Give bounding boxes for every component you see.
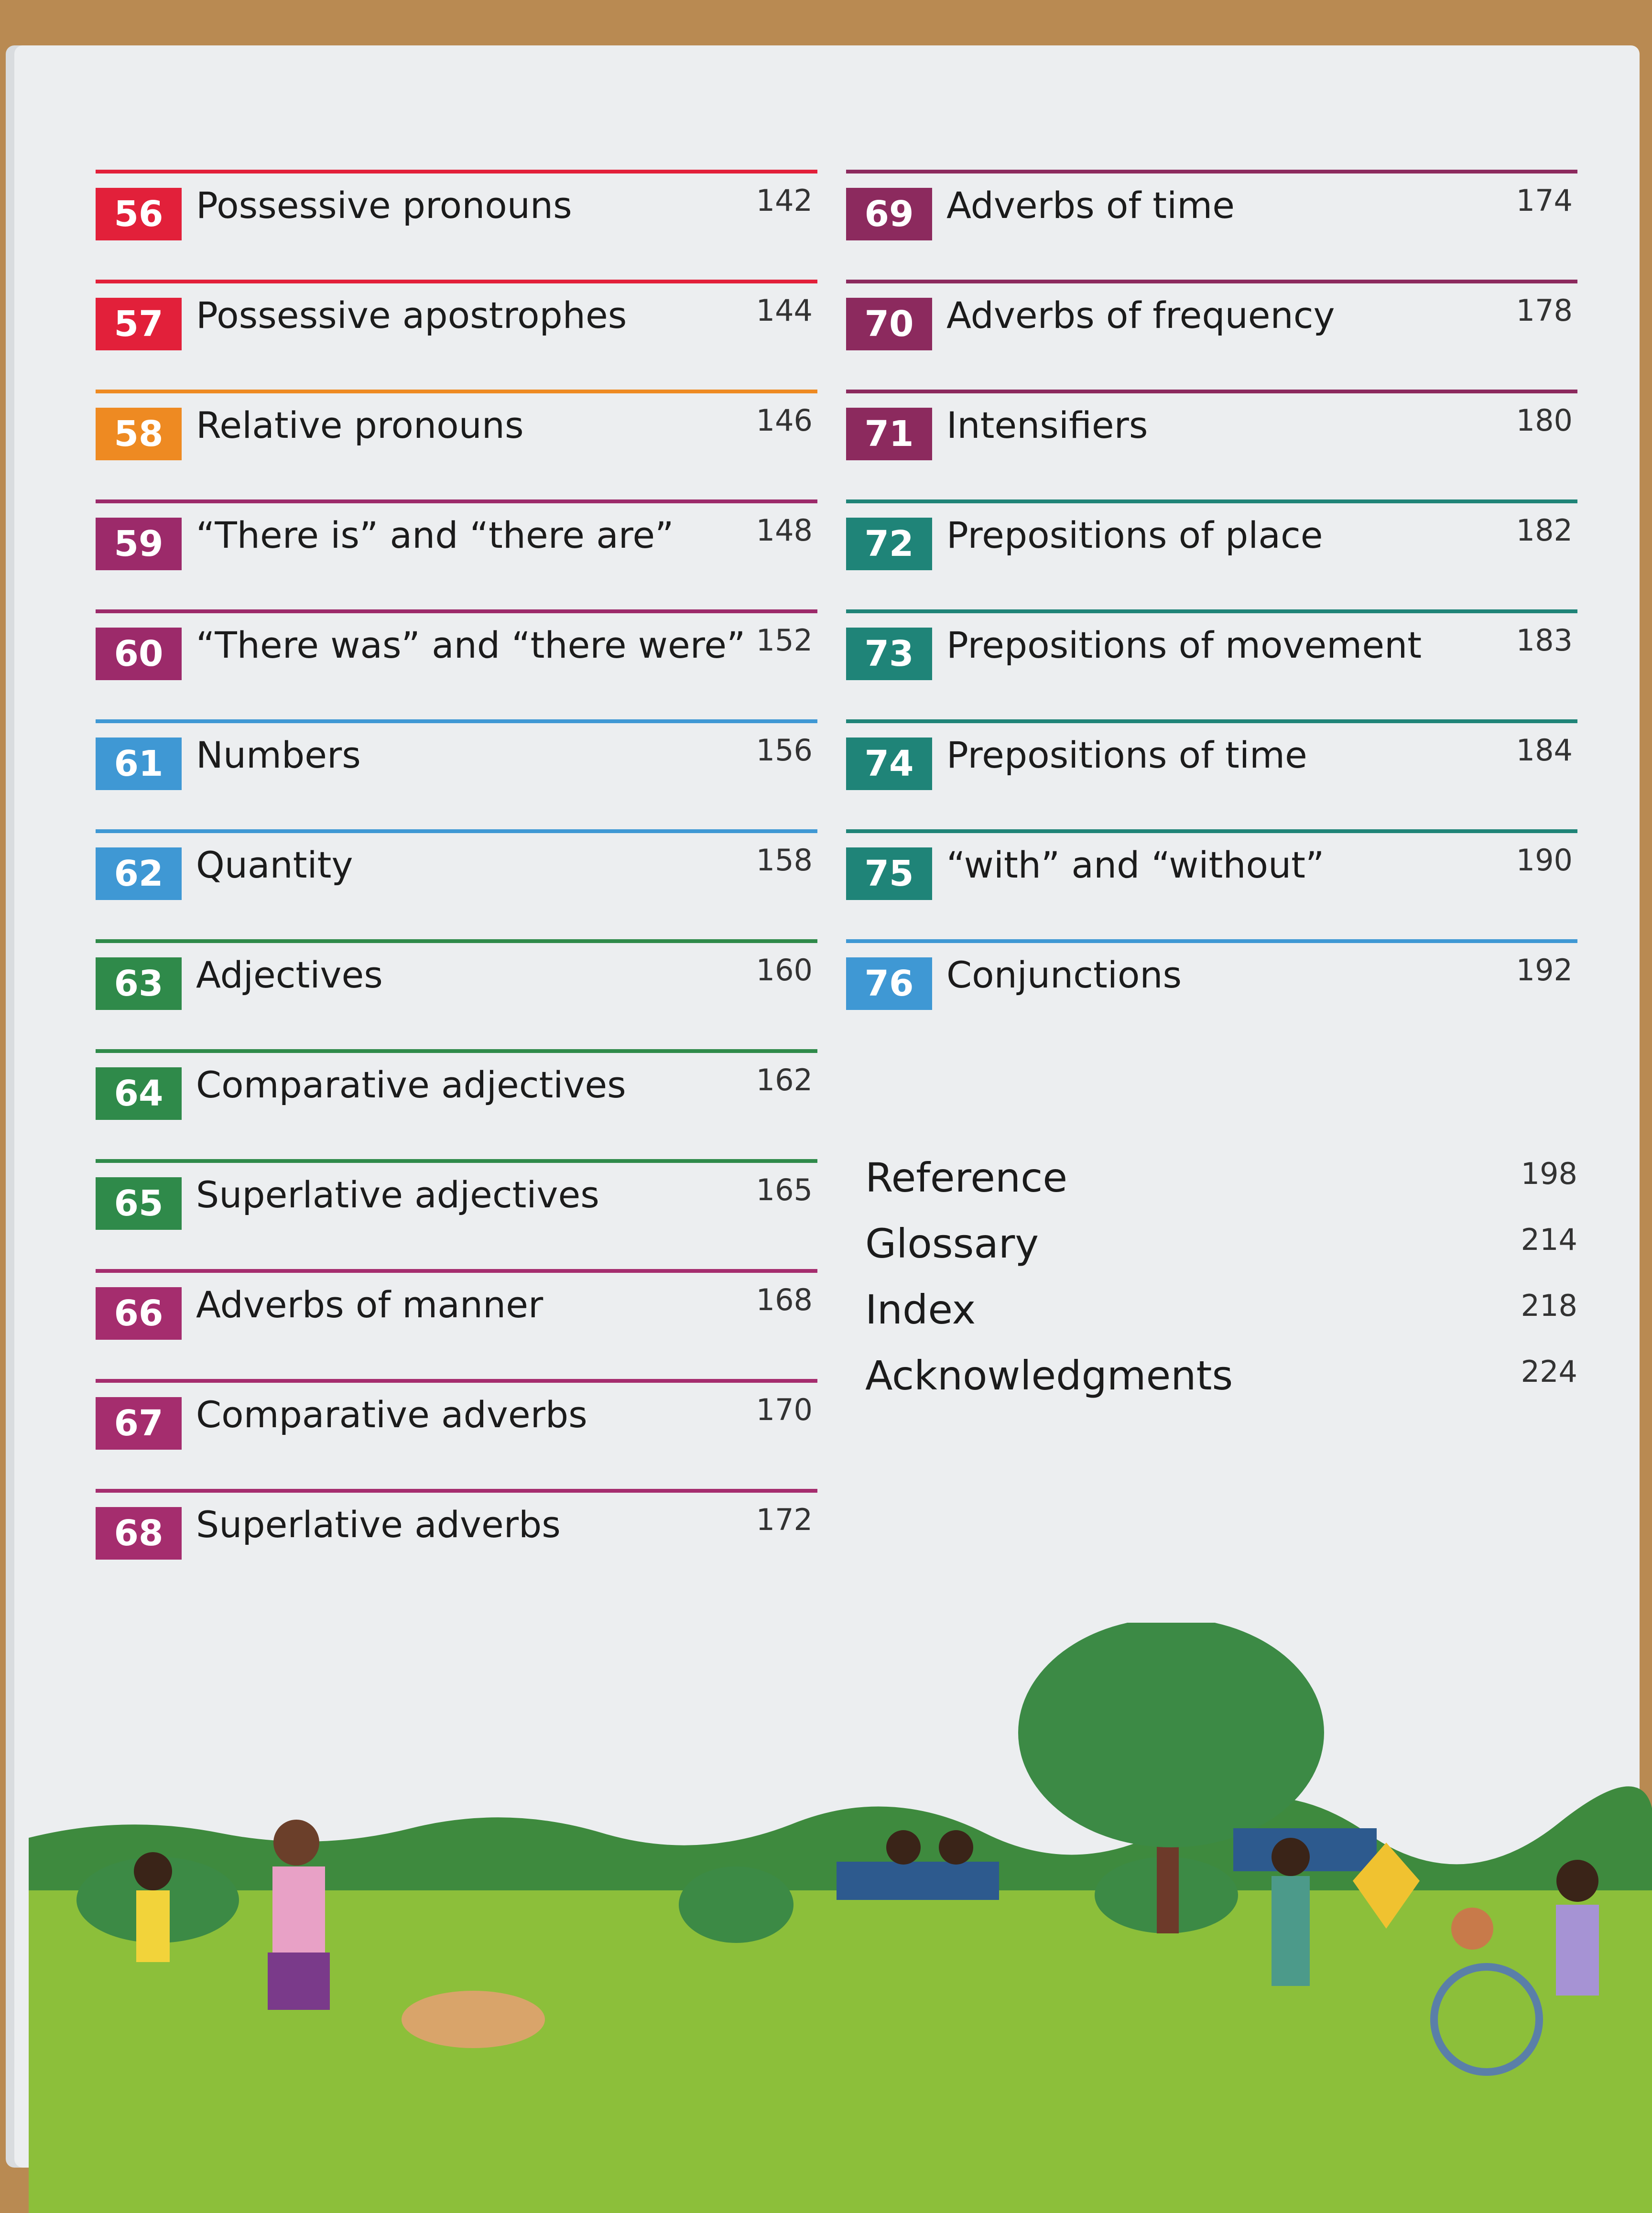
boy-figure [136, 1890, 170, 1962]
contents-entry [96, 280, 817, 390]
page-number: 198 [1521, 1156, 1577, 1191]
entry-rule [96, 1489, 817, 1493]
contents-entry [846, 829, 1577, 939]
unit-title: Comparative adverbs [196, 1393, 587, 1436]
entry-rule [96, 829, 817, 833]
contents-entry [846, 609, 1577, 719]
unit-title: Possessive pronouns [196, 184, 572, 227]
unit-title: “There was” and “there were” [196, 624, 746, 666]
back-matter-list [865, 1154, 1577, 1418]
entry-rule [96, 390, 817, 393]
unit-number-tag: 66 [96, 1287, 182, 1340]
unit-title: Quantity [196, 844, 353, 886]
unit-title: Prepositions of movement [946, 624, 1422, 666]
girl-figure [1272, 1838, 1310, 1876]
child-figure [939, 1830, 973, 1865]
unit-number-tag: 64 [96, 1067, 182, 1120]
contents-entry [96, 1379, 817, 1489]
contents-entry [96, 1269, 817, 1379]
entry-rule [846, 609, 1577, 613]
entry-rule [96, 939, 817, 943]
child-figure [886, 1830, 921, 1865]
page-number: 146 [756, 403, 813, 438]
page-number: 158 [756, 843, 813, 878]
page-number: 184 [1516, 733, 1573, 768]
back-matter-entry [865, 1154, 1577, 1220]
park-illustration [29, 1623, 1652, 2213]
unit-title: Intensifiers [946, 404, 1148, 446]
page-number: 174 [1516, 183, 1573, 218]
book-page [14, 45, 1640, 2168]
unit-number-tag: 63 [96, 957, 182, 1010]
page-number: 142 [756, 183, 813, 218]
back-matter-entry [865, 1220, 1577, 1286]
unit-number-tag: 76 [846, 957, 932, 1010]
unit-number-tag: 69 [846, 188, 932, 240]
back-matter-label: Glossary [865, 1220, 1039, 1267]
unit-number-tag: 72 [846, 518, 932, 570]
entry-rule [96, 499, 817, 503]
unit-number-tag: 70 [846, 298, 932, 350]
contents-entry [96, 170, 817, 280]
contents-entry [846, 280, 1577, 390]
contents-entry [846, 170, 1577, 280]
entry-rule [846, 390, 1577, 393]
unit-title: Numbers [196, 734, 361, 776]
contents-entry [96, 829, 817, 939]
entry-rule [96, 1379, 817, 1383]
contents-entry [96, 1489, 817, 1599]
unit-title: Comparative adjectives [196, 1063, 626, 1106]
page-number: 162 [756, 1063, 813, 1097]
page-number: 192 [1516, 953, 1573, 987]
unit-title: Superlative adverbs [196, 1503, 561, 1546]
tree-canopy [1018, 1623, 1324, 1847]
unit-number-tag: 75 [846, 847, 932, 900]
page-number: 190 [1516, 843, 1573, 878]
contents-entry [96, 719, 817, 829]
unit-title: “with” and “without” [946, 844, 1325, 886]
unit-title: Adjectives [196, 954, 383, 996]
entry-rule [846, 719, 1577, 723]
unit-number-tag: 60 [96, 628, 182, 680]
entry-rule [846, 499, 1577, 503]
page-number: 168 [756, 1282, 813, 1317]
contents-entry [96, 1049, 817, 1159]
unit-title: Conjunctions [946, 954, 1182, 996]
boy-figure [1556, 1860, 1598, 1902]
dog-figure [402, 1991, 545, 2048]
woman-figure [272, 1866, 325, 1953]
bench [837, 1862, 999, 1900]
unit-title: “There is” and “there are” [196, 514, 674, 556]
unit-title: Superlative adjectives [196, 1173, 599, 1216]
entry-rule [96, 609, 817, 613]
unit-number-tag: 65 [96, 1177, 182, 1230]
page-number: 170 [756, 1392, 813, 1427]
woman-figure [268, 1953, 330, 2010]
page-number: 156 [756, 733, 813, 768]
unit-number-tag: 67 [96, 1397, 182, 1450]
unit-title: Adverbs of time [946, 184, 1235, 227]
woman-figure [273, 1820, 319, 1866]
entry-rule [846, 939, 1577, 943]
page-number: 178 [1516, 293, 1573, 328]
bush [679, 1866, 793, 1943]
contents-entry [846, 499, 1577, 609]
contents-entry [846, 939, 1577, 1049]
unit-title: Adverbs of frequency [946, 294, 1335, 336]
entry-rule [846, 829, 1577, 833]
page-number: 160 [756, 953, 813, 987]
unit-title: Prepositions of time [946, 734, 1307, 776]
boy-figure [1556, 1905, 1599, 1996]
entry-rule [96, 1159, 817, 1163]
unit-number-tag: 57 [96, 298, 182, 350]
unit-number-tag: 56 [96, 188, 182, 240]
unit-number-tag: 71 [846, 408, 932, 460]
contents-entry [96, 499, 817, 609]
contents-entry [96, 1159, 817, 1269]
entry-rule [96, 170, 817, 174]
contents-entry [96, 609, 817, 719]
page-number: 165 [756, 1172, 813, 1207]
entry-rule [96, 1049, 817, 1053]
unit-number-tag: 62 [96, 847, 182, 900]
contents-entry [846, 719, 1577, 829]
unit-title: Relative pronouns [196, 404, 524, 446]
page-number: 148 [756, 513, 813, 548]
unit-number-tag: 68 [96, 1507, 182, 1560]
unit-number-tag: 74 [846, 738, 932, 790]
entry-rule [846, 280, 1577, 283]
back-matter-entry [865, 1352, 1577, 1418]
entry-rule [96, 719, 817, 723]
unit-title: Adverbs of manner [196, 1283, 543, 1326]
contents-entry [846, 390, 1577, 499]
contents-entry [96, 390, 817, 499]
page-number: 224 [1521, 1354, 1577, 1389]
back-matter-label: Reference [865, 1154, 1067, 1201]
back-matter-label: Acknowledgments [865, 1352, 1233, 1399]
page-number: 144 [756, 293, 813, 328]
page-number: 182 [1516, 513, 1573, 548]
page-number: 180 [1516, 403, 1573, 438]
unit-number-tag: 59 [96, 518, 182, 570]
page-number: 218 [1521, 1288, 1577, 1323]
boy-figure [134, 1852, 172, 1890]
unit-number-tag: 58 [96, 408, 182, 460]
grass [29, 1890, 1652, 2213]
entry-rule [96, 280, 817, 283]
unit-title: Possessive apostrophes [196, 294, 627, 336]
contents-entry [96, 939, 817, 1049]
contents-right-column [846, 170, 1577, 1049]
page-number: 152 [756, 623, 813, 658]
unit-number-tag: 61 [96, 738, 182, 790]
page-number: 214 [1521, 1222, 1577, 1257]
page-number: 183 [1516, 623, 1573, 658]
unit-number-tag: 73 [846, 628, 932, 680]
contents-left-column [96, 170, 817, 1599]
entry-rule [846, 170, 1577, 174]
back-matter-entry [865, 1286, 1577, 1352]
page-number: 172 [756, 1502, 813, 1537]
back-matter-label: Index [865, 1286, 976, 1333]
girl-figure [1272, 1876, 1310, 1986]
unit-title: Prepositions of place [946, 514, 1323, 556]
boy-in-wheelchair [1451, 1908, 1493, 1950]
entry-rule [96, 1269, 817, 1273]
